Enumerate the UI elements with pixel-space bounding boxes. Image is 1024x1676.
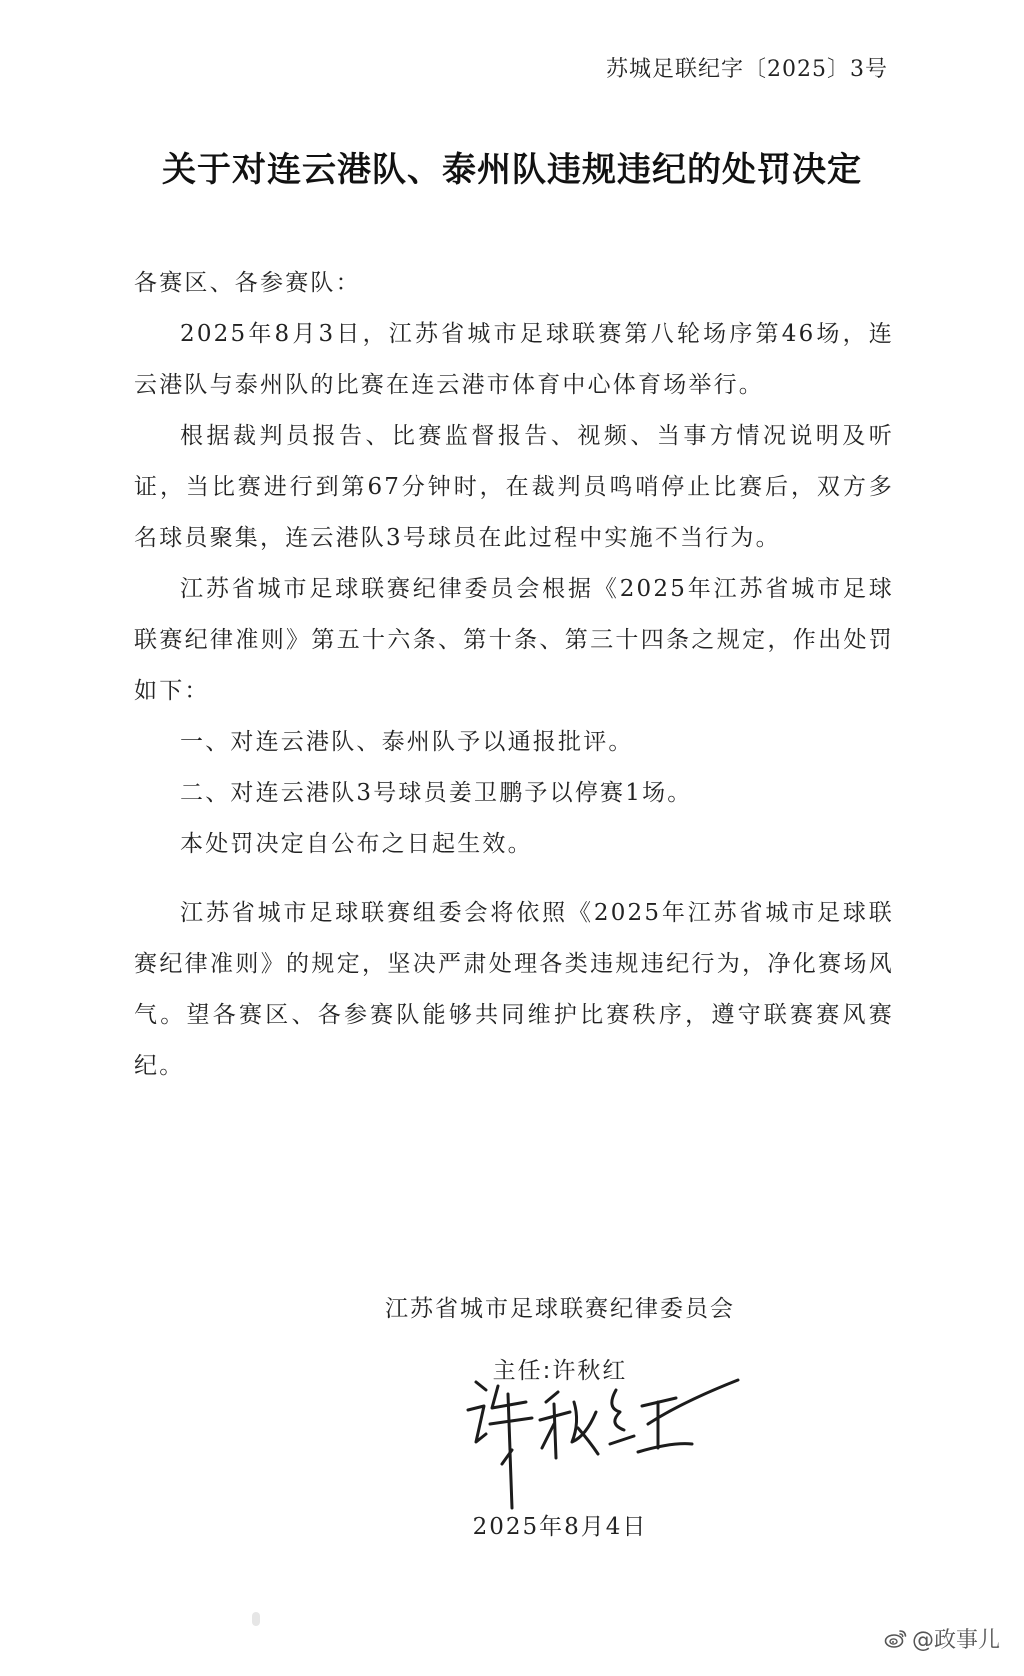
watermark-text: @政事儿: [911, 1628, 1000, 1653]
paragraph-findings: 根据裁判员报告、比赛监督报告、视频、当事方情况说明及听证，当比赛进行到第67分钟时，在裁判员鸣哨停止比赛后，双方多名球员聚集，连云港队3号球员在此过程中实施不当行为。: [134, 423, 894, 551]
signing-date: 2025年8月4日: [472, 1514, 648, 1540]
penalty-item-2: 二、对连云港队3号球员姜卫鹏予以停赛1场。: [180, 780, 693, 806]
document-number: 苏城足联纪字〔2025〕3号: [606, 57, 888, 82]
director-name: 主任:许秋红: [492, 1358, 628, 1384]
signing-organization: 江苏省城市足球联赛纪律委员会: [385, 1296, 735, 1322]
salutation: 各赛区、各参赛队：: [134, 270, 361, 296]
handwritten-signature: [462, 1372, 742, 1522]
watermark: [884, 1623, 1000, 1654]
paragraph-event: 2025年8月3日，江苏省城市足球联赛第八轮场序第46场，连云港队与泰州队的比赛在连云港市体育中心体育场举行。: [134, 321, 894, 398]
effective-statement: 本处罚决定自公布之日起生效。: [180, 831, 533, 857]
document-title: 关于对连云港队、泰州队违规违纪的处罚决定: [162, 150, 862, 190]
document-body: [134, 258, 894, 1092]
paragraph-basis: 江苏省城市足球联赛纪律委员会根据《2025年江苏省城市足球联赛纪律准则》第五十六条、第十条、第三十四条之规定，作出处罚如下：: [134, 576, 894, 704]
closing-paragraph: 江苏省城市足球联赛组委会将依照《2025年江苏省城市足球联赛纪律准则》的规定，坚决严肃处理各类违规违纪行为，净化赛场风气。望各赛区、各参赛队能够共同维护比赛秩序，遵守联赛赛风赛纪。: [134, 900, 894, 1079]
paragraph-gap: [134, 870, 894, 888]
penalty-item-1: 一、对连云港队、泰州队予以通报批评。: [180, 729, 634, 755]
weibo-icon: [884, 1627, 908, 1651]
scan-speck: [252, 1612, 260, 1626]
